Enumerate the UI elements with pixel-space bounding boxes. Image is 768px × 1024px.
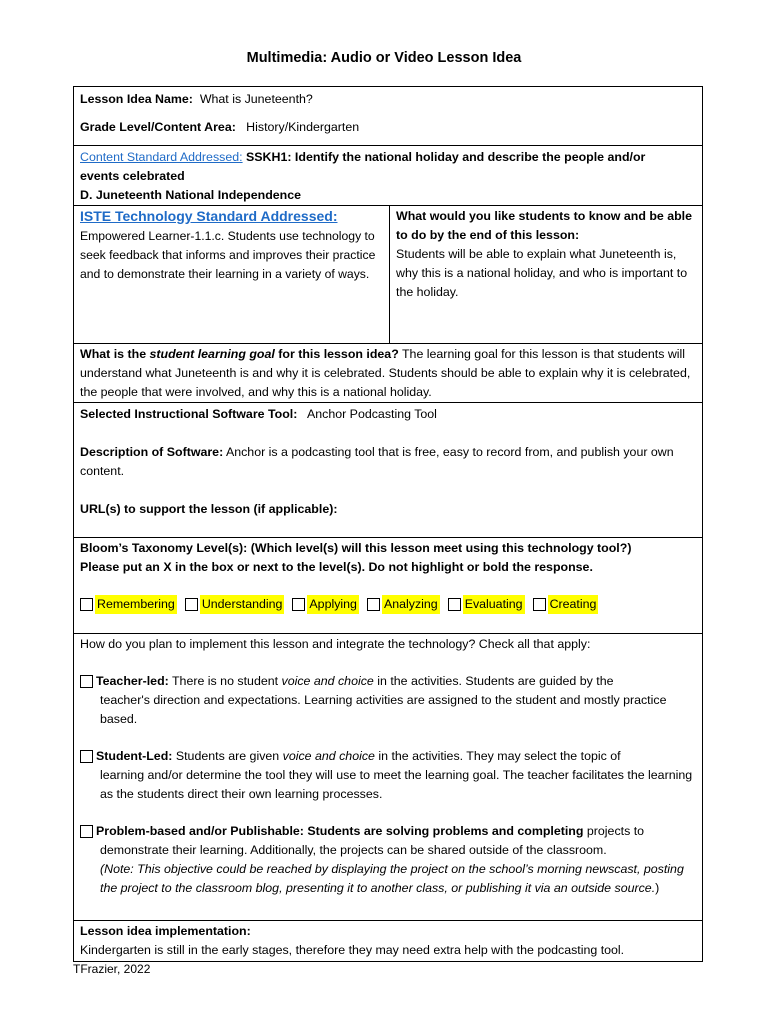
grade-level-label: Grade Level/Content Area:: [80, 120, 236, 134]
blooms-label: Remembering: [95, 595, 177, 614]
grade-level-value: History/Kindergarten: [246, 120, 360, 134]
checkbox[interactable]: [448, 598, 461, 611]
problem-based-note-end: ): [655, 881, 660, 895]
implementation-text: Kindergarten is still in the early stages, therefore they may need extra help with the podcasting tool.: [80, 943, 625, 957]
blooms-creating[interactable]: [533, 595, 599, 614]
problem-based-label: Problem-based and/or Publishable: Students are solving problems and completing: [96, 824, 584, 838]
know-cell: [390, 206, 702, 343]
checkbox[interactable]: [80, 750, 93, 763]
iste-cell: [74, 206, 390, 343]
checkbox[interactable]: [80, 598, 93, 611]
problem-based-text: projects to: [583, 824, 645, 838]
blooms-label: Evaluating: [463, 595, 525, 614]
content-standard-text: : Identify the national holiday and describe the people and/or: [287, 150, 646, 164]
teacher-led-rest: teacher's direction and expectations. Learning activities are assigned to the student and mostly practice based.: [100, 693, 667, 726]
software-tool-label: Selected Instructional Software Tool:: [80, 407, 298, 421]
teacher-led-text-2: in the activities. Students are guided by the: [373, 674, 614, 688]
goal-answer: The learning goal for this lesson is that students will understand what Juneteenth is and why it is celebrated. Students should be able to explain why it is celebrated, the people that were involved, and why this is a national holiday.: [80, 347, 691, 399]
blooms-evaluating[interactable]: [448, 595, 525, 614]
iste-text: Empowered Learner-1.1.c. Students use technology to seek feedback that informs and improves their practice and to demonstrate their learning in a variety of ways.: [80, 229, 376, 281]
goal-question-italic: student learning goal: [149, 347, 275, 361]
blooms-row: [74, 538, 702, 634]
lesson-name-value: What is Juneteenth?: [199, 92, 313, 106]
option-student-led: [80, 747, 696, 804]
student-led-text: Students are given: [172, 749, 283, 763]
software-tool-value: Anchor Podcasting Tool: [306, 407, 437, 421]
option-problem-based: [80, 822, 696, 898]
content-standard-text-2: events celebrated: [80, 169, 185, 183]
checkbox[interactable]: [80, 675, 93, 688]
option-teacher-led: [80, 672, 696, 729]
software-row: [74, 403, 702, 538]
implementation-plan-row: [74, 634, 702, 921]
blooms-question-1: Bloom’s Taxonomy Level(s): (Which level(s) will this lesson meet using this technology tool?): [80, 541, 632, 555]
know-answer: Students will be able to explain what Juneteenth is, why this is a national holiday, and who is important to the holiday.: [396, 247, 688, 299]
blooms-label: Understanding: [200, 595, 285, 614]
blooms-levels: [80, 595, 696, 614]
iste-know-row: [74, 206, 702, 344]
footer-author: TFrazier, 2022: [73, 962, 151, 976]
learning-goal-row: [74, 344, 702, 403]
page-title: Multimedia: Audio or Video Lesson Idea: [246, 50, 522, 66]
url-label: URL(s) to support the lesson (if applicable):: [80, 502, 338, 516]
checkbox[interactable]: [367, 598, 380, 611]
lesson-info-row: [74, 87, 702, 146]
student-led-rest: learning and/or determine the tool they will use to meet the learning goal. The teacher facilitates the learning as the students direct their own learning processes.: [100, 768, 693, 801]
content-standard-code: SSKH1: [246, 150, 288, 164]
teacher-led-text: There is no student: [168, 674, 282, 688]
content-standard-link[interactable]: Content Standard Addressed:: [80, 150, 243, 164]
checkbox[interactable]: [292, 598, 305, 611]
content-standard-row: [74, 146, 702, 206]
goal-question-1: What is the: [80, 347, 150, 361]
blooms-label: Applying: [307, 595, 359, 614]
lesson-name-label: Lesson Idea Name:: [80, 92, 193, 106]
iste-heading-link[interactable]: ISTE Technology Standard Addressed:: [80, 208, 338, 224]
checkbox[interactable]: [80, 825, 93, 838]
teacher-led-italic: voice and choice: [281, 674, 374, 688]
lesson-plan-table: [73, 86, 703, 962]
software-desc-value: Anchor is a podcasting tool that is free, easy to record from, and publish your own content.: [80, 445, 674, 478]
software-desc-label: Description of Software:: [80, 445, 224, 459]
content-standard-text-3: D. Juneteenth National Independence: [80, 188, 301, 202]
goal-question-2: for this lesson idea?: [274, 347, 399, 361]
student-led-italic: voice and choice: [282, 749, 375, 763]
blooms-understanding[interactable]: [185, 595, 285, 614]
blooms-remembering[interactable]: [80, 595, 177, 614]
blooms-label: Creating: [548, 595, 599, 614]
lesson-implementation-row: [74, 921, 702, 961]
student-led-label: Student-Led:: [96, 749, 173, 763]
student-led-text-2: in the activities. They may select the topic of: [374, 749, 621, 763]
implementation-label: Lesson idea implementation:: [80, 924, 251, 938]
blooms-applying[interactable]: [292, 595, 359, 614]
blooms-analyzing[interactable]: [367, 595, 440, 614]
problem-based-note: (Note: This objective could be reached by displaying the project on the school’s morning newscast, posting the project to the classroom blog, presenting it to another class, or publishing it via an outside source.: [100, 862, 684, 895]
blooms-label: Analyzing: [382, 595, 440, 614]
teacher-led-label: Teacher-led:: [96, 674, 169, 688]
problem-based-rest: demonstrate their learning. Additionally, the projects can be shared outside of the classroom.: [100, 843, 607, 857]
know-question: What would you like students to know and be able to do by the end of this lesson:: [396, 209, 693, 242]
implement-question: How do you plan to implement this lesson and integrate the technology? Check all that apply:: [80, 637, 591, 651]
checkbox[interactable]: [533, 598, 546, 611]
blooms-question-2: Please put an X in the box or next to the level(s). Do not highlight or bold the response.: [80, 560, 593, 574]
checkbox[interactable]: [185, 598, 198, 611]
